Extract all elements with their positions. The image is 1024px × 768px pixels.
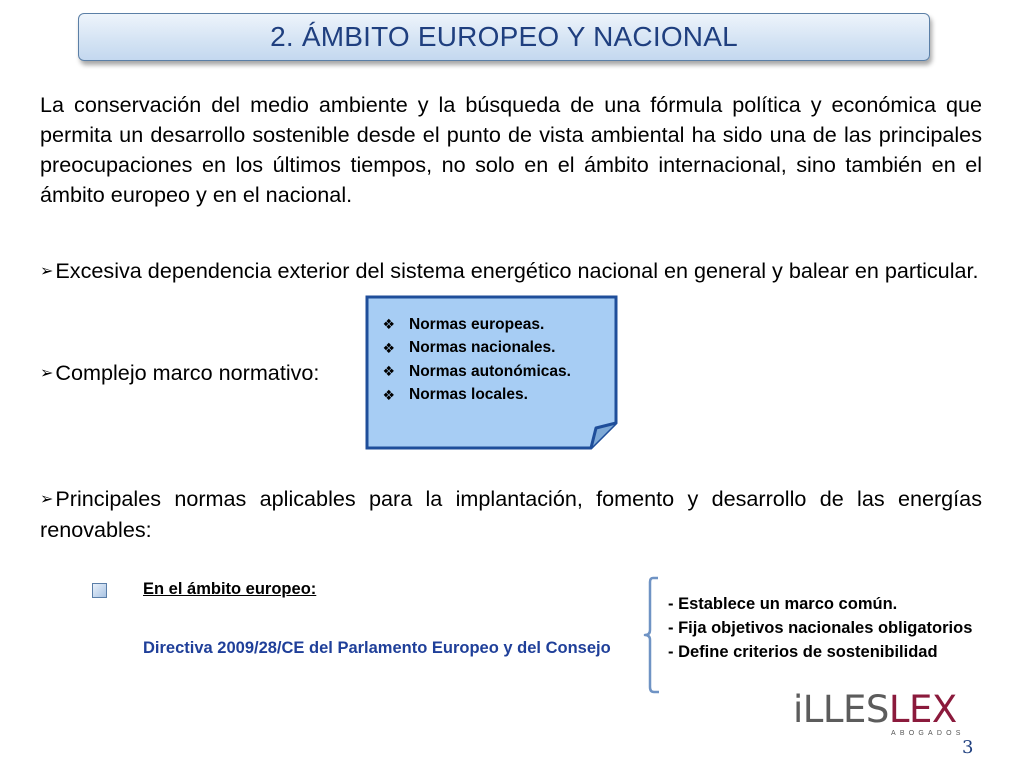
norma-label: Normas autonómicas. <box>409 362 571 380</box>
norma-label: Normas nacionales. <box>409 339 556 357</box>
illeslex-logo <box>793 688 965 740</box>
arrow-bullet-icon: ➢ <box>40 491 54 508</box>
bullet-text: Principales normas aplicables para la implantación, fomento y desarrollo de las energías renovables: <box>40 486 982 542</box>
arrow-bullet-icon: ➢ <box>40 365 54 382</box>
intro-paragraph <box>40 90 982 210</box>
bullet-principales <box>40 484 982 545</box>
page-number: 3 <box>962 737 974 758</box>
list-item <box>365 337 571 361</box>
normas-list <box>365 313 571 407</box>
directive-title: Directiva 2009/28/CE del Parlamento Europeo y del Consejo <box>143 639 611 657</box>
list-item <box>365 313 571 337</box>
norma-label: Normas locales. <box>409 386 528 404</box>
diamond-bullet-icon: ❖ <box>382 363 395 380</box>
logo-part1: iLLES <box>793 688 889 731</box>
bracket-shape <box>636 576 662 694</box>
arrow-bullet-icon: ➢ <box>40 263 54 280</box>
intro-text: La conservación del medio ambiente y la búsqueda de una fórmula política y económica que permita un desarrollo sostenible desde el punto de vista ambiental ha sido una de las principales preocupaciones en los últimos tiempos, no solo en el ámbito internacional, sino también en el ámbito europeo y en el nacional. <box>40 92 982 207</box>
normas-note <box>365 295 618 450</box>
diamond-bullet-icon: ❖ <box>382 339 395 356</box>
logo-part2: LEX <box>888 688 957 731</box>
logo-tagline: ABOGADOS <box>891 730 965 737</box>
square-bullet-icon <box>92 583 107 598</box>
title-banner <box>78 13 930 61</box>
eu-point: - Define criterios de sostenibilidad <box>668 643 938 661</box>
eu-point: - Fija objetivos nacionales obligatorios <box>668 619 973 637</box>
diamond-bullet-icon: ❖ <box>382 386 395 403</box>
list-item <box>365 360 571 384</box>
norma-label: Normas europeas. <box>409 315 545 333</box>
diamond-bullet-icon: ❖ <box>382 316 395 333</box>
list-item <box>365 384 571 408</box>
eu-point: - Establece un marco común. <box>668 595 898 613</box>
eu-heading: En el ámbito europeo: <box>143 580 317 598</box>
eu-points <box>668 592 972 664</box>
slide-title: 2. ÁMBITO EUROPEO Y NACIONAL <box>270 21 738 52</box>
bullet-text: Complejo marco normativo: <box>55 360 320 385</box>
bullet-dependencia <box>40 256 982 287</box>
bullet-text: Excesiva dependencia exterior del sistema energético nacional en general y balear en particular. <box>55 258 979 283</box>
